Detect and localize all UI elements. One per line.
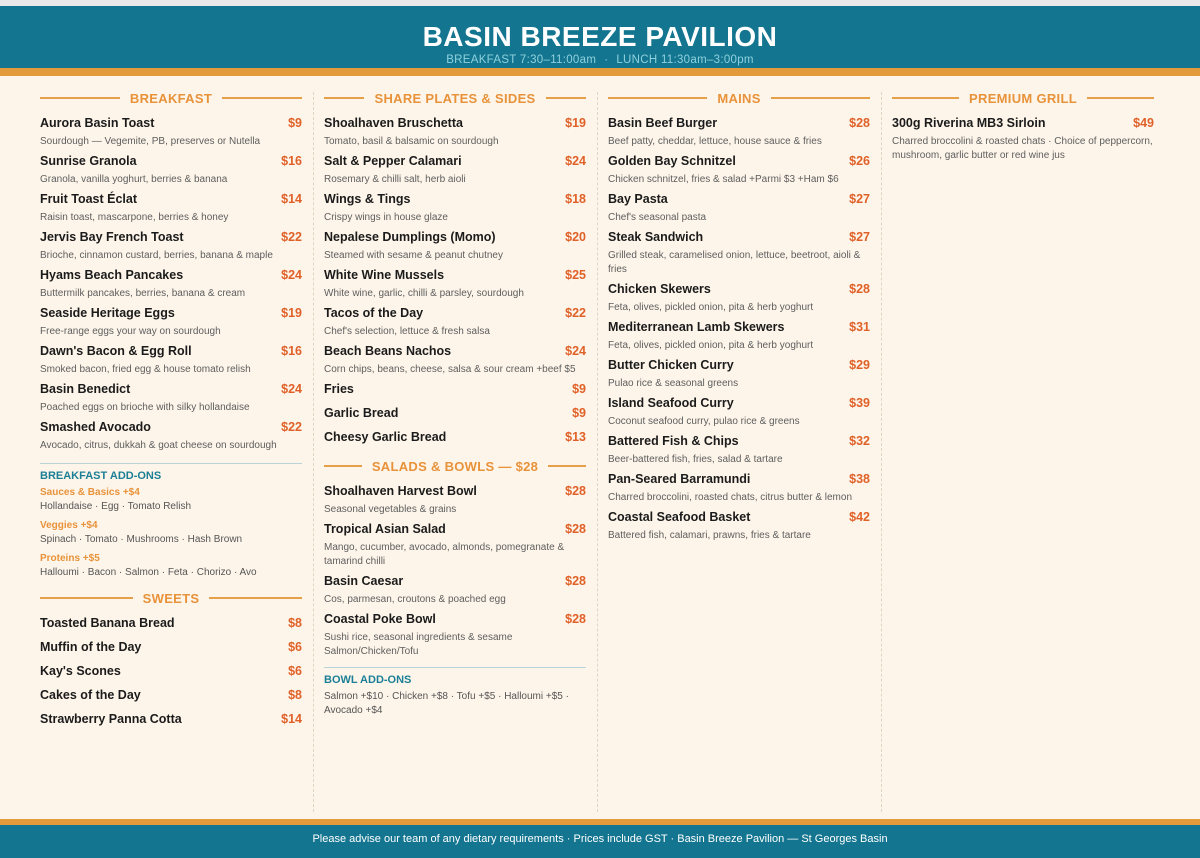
item-price: $49 — [1133, 116, 1154, 130]
menu-item — [40, 420, 302, 453]
menu-item — [324, 484, 586, 517]
item-description: Seasonal vegetables & grains — [324, 504, 457, 515]
menu-item — [40, 664, 302, 679]
menu-item — [608, 192, 870, 225]
menu-footer — [0, 819, 1200, 858]
item-price: $28 — [565, 522, 586, 536]
menu-item-row — [324, 344, 586, 359]
item-price: $32 — [849, 434, 870, 448]
menu-item — [608, 154, 870, 187]
menu-item-row — [324, 484, 586, 499]
item-description: Tomato, basil & balsamic on sourdough — [324, 136, 499, 147]
item-description: Rosemary & chilli salt, herb aioli — [324, 174, 466, 185]
item-price: $25 — [565, 268, 586, 282]
addon-group-label: Sauces & Basics +$4 — [40, 487, 140, 498]
item-name: Dawn's Bacon & Egg Roll — [40, 344, 192, 358]
menu-item — [608, 116, 870, 149]
item-price: $16 — [281, 344, 302, 358]
item-description: Mango, cucumber, avocado, almonds, pomegranate & tamarind chilli — [324, 542, 565, 567]
item-name: Golden Bay Schnitzel — [608, 154, 736, 168]
item-description: Beer-battered fish, fries, salad & tartare — [608, 454, 783, 465]
menu-item-row — [608, 230, 870, 245]
menu-item-row — [608, 320, 870, 335]
item-price: $14 — [281, 192, 302, 206]
item-description: Cos, parmesan, croutons & poached egg — [324, 594, 506, 605]
item-description: Feta, olives, pickled onion, pita & herb yoghurt — [608, 340, 814, 351]
item-description: Crispy wings in house glaze — [324, 212, 448, 223]
breakfast-addons — [40, 486, 302, 580]
menu-item-row — [324, 430, 586, 445]
menu-item-row — [40, 616, 302, 631]
menu-item — [40, 154, 302, 187]
addon-group-text: Spinach · Tomato · Mushrooms · Hash Brown — [40, 534, 243, 545]
menu-item-row — [324, 230, 586, 245]
menu-item-row — [324, 612, 586, 627]
opening-hours — [0, 53, 1200, 67]
menu-item — [608, 282, 870, 315]
item-price: $31 — [849, 320, 870, 334]
menu-item — [40, 640, 302, 655]
addons-divider — [40, 463, 302, 464]
item-name: Butter Chicken Curry — [608, 358, 734, 372]
item-price: $9 — [572, 382, 586, 396]
item-price: $19 — [281, 306, 302, 320]
menu-item — [324, 230, 586, 263]
item-description: White wine, garlic, chilli & parsley, sourdough — [324, 288, 524, 299]
menu-item — [324, 268, 586, 301]
menu-item-row — [40, 306, 302, 321]
section-heading-breakfast: BREAKFAST — [40, 86, 302, 110]
bowl-addons-text: Salmon +$10 · Chicken +$8 · Tofu +$5 · Halloumi +$5 · Avocado +$4 — [324, 691, 569, 716]
addon-group-label: Veggies +$4 — [40, 520, 98, 531]
menu-item-row — [324, 268, 586, 283]
item-description: Sourdough — Vegemite, PB, preserves or Nutella — [40, 136, 261, 147]
item-description: Poached eggs on brioche with silky hollandaise — [40, 402, 250, 413]
item-name: Shoalhaven Bruschetta — [324, 116, 463, 130]
item-price: $28 — [565, 574, 586, 588]
menu-item-row — [324, 522, 586, 537]
item-price: $6 — [288, 664, 302, 678]
item-name: Kay's Scones — [40, 664, 121, 678]
menu-item-row — [892, 116, 1154, 131]
menu-item — [40, 616, 302, 631]
menu-item — [40, 268, 302, 301]
item-description: Raisin toast, mascarpone, berries & honey — [40, 212, 229, 223]
hours-separator: · — [604, 54, 609, 66]
item-price: $28 — [565, 484, 586, 498]
item-name: Seaside Heritage Eggs — [40, 306, 175, 320]
column-share-salads — [324, 86, 586, 723]
item-name: Bay Pasta — [608, 192, 668, 206]
item-price: $29 — [849, 358, 870, 372]
item-description: Grilled steak, caramelised onion, lettuce, beetroot, aioli & fries — [608, 250, 861, 275]
item-name: Battered Fish & Chips — [608, 434, 739, 448]
item-description: Chef's seasonal pasta — [608, 212, 707, 223]
menu-item-row — [324, 154, 586, 169]
item-name: Coastal Poke Bowl — [324, 612, 436, 626]
item-name: Hyams Beach Pancakes — [40, 268, 184, 282]
item-description: Charred broccolini & roasted chats · Choice of peppercorn, mushroom, garlic butter or red wine jus — [892, 136, 1153, 161]
item-price: $28 — [849, 282, 870, 296]
section-heading-salads: SALADS & BOWLS — $28 — [324, 454, 586, 478]
item-description: Smoked bacon, fried egg & house tomato relish — [40, 364, 251, 375]
item-price: $9 — [288, 116, 302, 130]
addons-divider — [324, 667, 586, 668]
menu-item-row — [40, 382, 302, 397]
item-name: Beach Beans Nachos — [324, 344, 452, 358]
menu-item-row — [40, 640, 302, 655]
column-divider — [597, 92, 598, 812]
menu-item — [608, 434, 870, 467]
item-price: $13 — [565, 430, 586, 444]
menu-item-row — [40, 688, 302, 703]
menu-item — [608, 358, 870, 391]
item-description: Chef's selection, lettuce & fresh salsa — [324, 326, 490, 337]
menu-item — [608, 510, 870, 543]
menu-item-row — [40, 420, 302, 435]
item-name: Aurora Basin Toast — [40, 116, 155, 130]
menu-item — [324, 116, 586, 149]
menu-item-row — [608, 358, 870, 373]
item-price: $8 — [288, 688, 302, 702]
item-name: Toasted Banana Bread — [40, 616, 175, 630]
item-price: $6 — [288, 640, 302, 654]
share-items — [324, 116, 586, 377]
menu-item — [40, 230, 302, 263]
menu-item-row — [608, 396, 870, 411]
menu-item-row — [40, 664, 302, 679]
menu-item — [608, 396, 870, 429]
section-heading-mains: MAINS — [608, 86, 870, 110]
header-accent-bar — [0, 68, 1200, 76]
menu-item — [40, 116, 302, 149]
item-price: $28 — [849, 116, 870, 130]
menu-item — [324, 522, 586, 569]
item-price: $22 — [281, 420, 302, 434]
menu-item — [608, 472, 870, 505]
menu-item-row — [608, 434, 870, 449]
menu-item — [608, 230, 870, 277]
item-price: $24 — [565, 344, 586, 358]
menu-item — [324, 430, 586, 445]
item-name: Basin Beef Burger — [608, 116, 718, 130]
breakfast-hours: BREAKFAST 7:30–11:00am — [446, 54, 597, 66]
item-price: $16 — [281, 154, 302, 168]
menu-item-row — [40, 344, 302, 359]
menu-item — [324, 382, 586, 397]
menu-item-row — [324, 382, 586, 397]
item-description: Pulao rice & seasonal greens — [608, 378, 739, 389]
breakfast-addons-title: BREAKFAST ADD-ONS — [40, 470, 162, 482]
item-price: $22 — [565, 306, 586, 320]
item-name: Shoalhaven Harvest Bowl — [324, 484, 477, 498]
item-price: $22 — [281, 230, 302, 244]
column-grill — [892, 86, 1154, 168]
menu-item — [608, 320, 870, 353]
item-name: Tacos of the Day — [324, 306, 424, 320]
menu-item — [40, 688, 302, 703]
item-name: 300g Riverina MB3 Sirloin — [892, 116, 1046, 130]
item-name: Muffin of the Day — [40, 640, 142, 654]
addon-group-text: Hollandaise · Egg · Tomato Relish — [40, 501, 192, 512]
item-price: $24 — [281, 382, 302, 396]
item-name: Strawberry Panna Cotta — [40, 712, 182, 726]
item-price: $27 — [849, 192, 870, 206]
item-name: Fries — [324, 382, 354, 396]
addon-group-label: Proteins +$5 — [40, 553, 100, 564]
item-price: $18 — [565, 192, 586, 206]
section-heading-share: SHARE PLATES & SIDES — [324, 86, 586, 110]
item-description: Feta, olives, pickled onion, pita & herb yoghurt — [608, 302, 814, 313]
menu-item-row — [324, 406, 586, 421]
menu-item-row — [40, 192, 302, 207]
item-description: Corn chips, beans, cheese, salsa & sour cream +beef $5 — [324, 364, 576, 375]
item-name: Jervis Bay French Toast — [40, 230, 184, 244]
item-name: Wings & Tings — [324, 192, 411, 206]
menu-item-row — [40, 116, 302, 131]
bowl-addons-title: BOWL ADD-ONS — [324, 674, 412, 686]
item-name: White Wine Mussels — [324, 268, 445, 282]
menu-item — [324, 306, 586, 339]
section-heading-grill: PREMIUM GRILL — [892, 86, 1154, 110]
column-divider — [313, 92, 314, 812]
section-heading-sweets: SWEETS — [40, 586, 302, 610]
item-name: Cakes of the Day — [40, 688, 141, 702]
menu-item-row — [324, 306, 586, 321]
item-price: $8 — [288, 616, 302, 630]
menu-item — [40, 306, 302, 339]
item-description: Beef patty, cheddar, lettuce, house sauce & fries — [608, 136, 822, 147]
item-name: Mediterranean Lamb Skewers — [608, 320, 785, 334]
menu-item — [324, 344, 586, 377]
item-description: Free-range eggs your way on sourdough — [40, 326, 221, 337]
item-description: Avocado, citrus, dukkah & goat cheese on sourdough — [40, 440, 277, 451]
item-description: Brioche, cinnamon custard, berries, banana & maple — [40, 250, 273, 261]
menu-item-row — [324, 192, 586, 207]
menu-page — [0, 6, 1200, 858]
item-price: $24 — [281, 268, 302, 282]
item-name: Steak Sandwich — [608, 230, 704, 244]
item-price: $38 — [849, 472, 870, 486]
item-price: $24 — [565, 154, 586, 168]
item-price: $27 — [849, 230, 870, 244]
column-mains — [608, 86, 870, 548]
menu-item-row — [608, 472, 870, 487]
item-price: $39 — [849, 396, 870, 410]
mains-items — [608, 116, 870, 543]
column-breakfast — [40, 86, 302, 736]
item-price: $28 — [565, 612, 586, 626]
menu-item-row — [40, 712, 302, 727]
item-description: Battered fish, calamari, prawns, fries & tartare — [608, 530, 811, 541]
menu-item — [40, 344, 302, 377]
sweets-items — [40, 616, 302, 727]
menu-item-row — [324, 116, 586, 131]
menu-item — [40, 382, 302, 415]
item-name: Salt & Pepper Calamari — [324, 154, 462, 168]
item-name: Pan-Seared Barramundi — [608, 472, 751, 486]
breakfast-items — [40, 116, 302, 453]
menu-item — [892, 116, 1154, 163]
item-name: Fruit Toast Éclat — [40, 192, 138, 206]
menu-item-row — [40, 268, 302, 283]
menu-item-row — [608, 282, 870, 297]
column-divider — [881, 92, 882, 812]
item-price: $20 — [565, 230, 586, 244]
item-price: $14 — [281, 712, 302, 726]
menu-item-row — [324, 574, 586, 589]
item-name: Garlic Bread — [324, 406, 399, 420]
item-name: Chicken Skewers — [608, 282, 711, 296]
salads-items — [324, 484, 586, 659]
item-name: Cheesy Garlic Bread — [324, 430, 447, 444]
menu-item-row — [40, 154, 302, 169]
grill-items — [892, 116, 1154, 163]
item-name: Basin Caesar — [324, 574, 404, 588]
item-name: Nepalese Dumplings (Momo) — [324, 230, 496, 244]
menu-item-row — [608, 192, 870, 207]
menu-item — [324, 574, 586, 607]
item-name: Tropical Asian Salad — [324, 522, 446, 536]
item-price: $26 — [849, 154, 870, 168]
item-description: Coconut seafood curry, pulao rice & greens — [608, 416, 800, 427]
menu-item — [324, 192, 586, 225]
footer-note: Please advise our team of any dietary requirements · Prices include GST · Basin Breeze Pavilion — St Georges Basin — [0, 825, 1200, 858]
item-name: Sunrise Granola — [40, 154, 137, 168]
menu-item — [324, 406, 586, 421]
menu-columns — [0, 86, 1200, 816]
item-description: Charred broccolini, roasted chats, citrus butter & lemon — [608, 492, 852, 503]
item-price: $19 — [565, 116, 586, 130]
lunch-hours: LUNCH 11:30am–3:00pm — [616, 54, 754, 66]
item-price: $9 — [572, 406, 586, 420]
item-name: Island Seafood Curry — [608, 396, 734, 410]
addon-group-text: Halloumi · Bacon · Salmon · Feta · Chorizo · Avo — [40, 567, 257, 578]
menu-item-row — [40, 230, 302, 245]
share-plain-items — [324, 382, 586, 445]
item-description: Steamed with sesame & peanut chutney — [324, 250, 503, 261]
menu-item — [324, 612, 586, 659]
item-description: Granola, vanilla yoghurt, berries & banana — [40, 174, 228, 185]
menu-item — [40, 712, 302, 727]
menu-item — [40, 192, 302, 225]
item-name: Basin Benedict — [40, 382, 131, 396]
restaurant-title: BASIN BREEZE PAVILION — [422, 21, 778, 52]
menu-item-row — [608, 510, 870, 525]
menu-header — [0, 6, 1200, 68]
item-name: Coastal Seafood Basket — [608, 510, 751, 524]
item-description: Chicken schnitzel, fries & salad +Parmi $3 +Ham $6 — [608, 174, 839, 185]
item-description: Buttermilk pancakes, berries, banana & cream — [40, 288, 246, 299]
item-price: $42 — [849, 510, 870, 524]
menu-item — [324, 154, 586, 187]
menu-item-row — [608, 116, 870, 131]
item-name: Smashed Avocado — [40, 420, 151, 434]
menu-item-row — [608, 154, 870, 169]
item-description: Sushi rice, seasonal ingredients & sesame Salmon/Chicken/Tofu — [324, 632, 513, 657]
